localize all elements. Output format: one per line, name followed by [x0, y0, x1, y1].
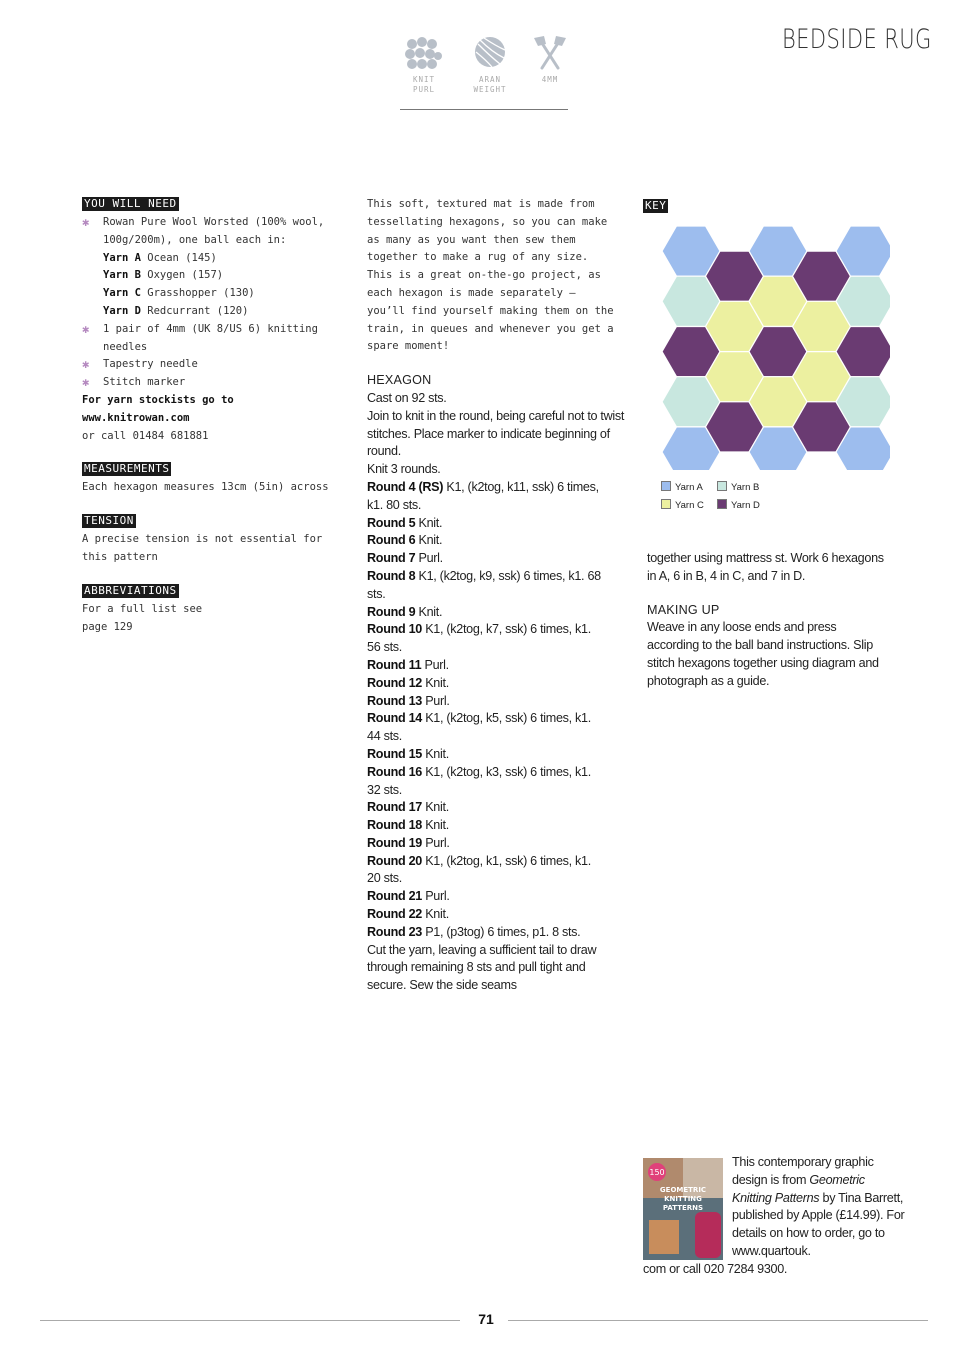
- difficulty-icons: [400, 34, 568, 110]
- abbreviations-heading: ABBREVIATIONS: [84, 583, 177, 597]
- list-item: ✱ Stitch marker: [82, 374, 342, 392]
- round-line: Round 4 (RS) K1, (k2tog, k11, ssk) 6 times, k1. 80 sts.: [367, 479, 599, 512]
- knitting-needles-icon: [530, 34, 570, 72]
- hexagon-heading: HEXAGON: [367, 373, 432, 388]
- needles-label: 4MM: [541, 75, 559, 84]
- flower-bullet-icon: ✱: [82, 357, 90, 372]
- book-title: Geometric Knitting Patterns: [732, 1172, 865, 1205]
- book-cover-illustration: [643, 1158, 723, 1260]
- list-item: ✱ 1 pair of 4mm (UK 8/US 6) knitting needles: [82, 321, 318, 353]
- round-line: Round 15 Knit.: [367, 746, 449, 761]
- you-will-need-section: [82, 196, 342, 445]
- knit-purl-item: [400, 34, 448, 95]
- round-line: Round 13 Purl.: [367, 693, 450, 708]
- round-line: Round 8 K1, (k2tog, k9, ssk) 6 times, k1. 68 sts.: [367, 568, 601, 601]
- stockists-text: For yarn stockists go to www.knitrowan.com: [82, 393, 234, 424]
- round-line: Round 23 P1, (p3tog) 6 times, p1. 8 sts.: [367, 924, 581, 939]
- yarn-ball-icon: [470, 34, 510, 72]
- legend-swatch-d: [717, 499, 727, 509]
- page-number: 71: [478, 1311, 494, 1327]
- tension-section: [82, 513, 342, 567]
- cover-title-2: KNITTING: [664, 1195, 702, 1203]
- intro-text: This soft, textured mat is made from tessellating hexagons, so you can make as many as you want then sew them together to make a rug of any size. This is a great on-the-go project, as each hexagon is made separately – you’ll find yourself making them on the train, in queues and whenever you get a spare moment!: [367, 198, 614, 353]
- legend-yarn-d: Yarn D: [717, 499, 760, 511]
- footer-rule-right: [508, 1320, 928, 1321]
- tension-heading: TENSION: [84, 514, 134, 528]
- knit-purl-icon: [404, 34, 444, 72]
- legend-swatch-a: [661, 481, 671, 491]
- cover-title-3: PATTERNS: [662, 1204, 704, 1212]
- key-column: [643, 196, 895, 216]
- stockists-phone: or call 01484 681881: [82, 429, 209, 442]
- finish-continued-text: together using mattress st. Work 6 hexagons in A, 6 in B, 4 in C, and 7 in D.: [647, 551, 884, 583]
- aran-weight-item: [466, 34, 514, 95]
- round-line: Round 9 Knit.: [367, 604, 443, 619]
- knit-purl-label: KNIT PURL: [412, 75, 436, 94]
- yarn-b-line: Yarn B Oxygen (157): [103, 269, 224, 282]
- list-item: ✱ Rowan Pure Wool Worsted (100% wool, 100g/200m), one ball each in:: [82, 215, 325, 246]
- round-line: Round 22 Knit.: [367, 907, 449, 922]
- page-title: BEDSIDE RUG: [782, 24, 932, 55]
- tension-text: A precise tension is not essential for this pattern: [82, 533, 323, 563]
- aran-weight-label: ARAN WEIGHT: [473, 75, 507, 94]
- materials-list: [82, 214, 342, 250]
- promo-text: This contemporary graphic design is from Geometric Knitting Patterns by Tina Barrett, published by Apple (£14.99). For details on how to order, go to www.quartouk. com or call 020 7284 9300.: [643, 1155, 905, 1276]
- yarn-c-line: Yarn C Grasshopper (130): [103, 287, 255, 300]
- abbreviations-section: [82, 583, 342, 637]
- round-line: Round 5 Knit.: [367, 515, 443, 530]
- yarn-d-line: Yarn D Redcurrant (120): [103, 304, 249, 317]
- measurements-heading: MEASUREMENTS: [84, 462, 170, 476]
- round-line: Round 11 Purl.: [367, 657, 449, 672]
- legend-yarn-a: Yarn A: [661, 481, 703, 493]
- legend-yarn-b: Yarn B: [717, 481, 759, 493]
- round-line: Round 16 K1, (k2tog, k3, ssk) 6 times, k1. 32 sts.: [367, 764, 591, 797]
- round-line: Round 10 K1, (k2tog, k7, ssk) 6 times, k1. 56 sts.: [367, 622, 591, 655]
- book-promo: [643, 1154, 905, 1279]
- flower-bullet-icon: ✱: [82, 215, 90, 229]
- list-item: ✱ Tapestry needle: [82, 356, 342, 374]
- making-up-column: [647, 550, 897, 691]
- round-line: Round 21 Purl.: [367, 889, 450, 904]
- round-line: Round 18 Knit.: [367, 818, 449, 833]
- making-up-text: Weave in any loose ends and press according to the ball band instructions. Slip stitch hexagons together using diagram and photograph as a guide.: [647, 620, 879, 688]
- footer-rule-left: [40, 1320, 460, 1321]
- abbreviations-text: For a full list see page 129: [82, 602, 203, 633]
- flower-bullet-icon: ✱: [82, 375, 90, 390]
- round-line: Round 6 Knit.: [367, 533, 443, 548]
- round-line: Round 12 Knit.: [367, 675, 449, 690]
- yarn-a-line: Yarn A Ocean (145): [103, 251, 217, 264]
- flower-bullet-icon: ✱: [82, 321, 90, 336]
- legend-yarn-c: Yarn C: [661, 499, 704, 511]
- hexagon-instructions: Cast on 92 sts. Join to knit in the round, being careful not to twist stitches. Place marker to indicate beginning of round. Knit 3 rounds. Round 4 (RS) K1, (k2tog, k11, ssk) 6 times, k1. 80 sts. Round 5 Knit. Round 6 Knit. Round 7 Purl. Round 8 K1, (k2tog, k9, ssk) 6 times, k1. 68 sts. Round 9 Knit. Round 10 K1, (k2tog, k7, ssk) 6 times, k1. 56 sts. Round 11 Purl. Round 12 Knit. Round 13 Purl. Round 14 K1, (k2tog, k5, ssk) 6 times, k1. 44 sts. Round 15 Knit. Round 16 K1, (k2tog, k3, ssk) 6 times, k1. 32 sts. Round 17 Knit. Round 18 Knit. Round 19 Purl. Round 20 K1, (k2tog, k1, ssk) 6 times, k1. 20 sts. Round 21 Purl. Round 22 Knit. Round 23 P1, (p3tog) 6 times, p1. 8 sts. Cut the yarn, leaving a sufficient tail to draw through remaining 8 sts and pull tight and secure. Sew the side seams: [367, 390, 629, 995]
- hexagon-layout-diagram: [658, 222, 890, 470]
- pattern-column: [367, 196, 629, 995]
- book-cover-image: [643, 1158, 723, 1260]
- measurements-text: Each hexagon measures 13cm (5in) across: [82, 481, 329, 494]
- cover-title-1: GEOMETRIC: [659, 1186, 707, 1194]
- making-up-heading: MAKING UP: [647, 602, 720, 617]
- round-line: Round 19 Purl.: [367, 835, 450, 850]
- you-will-need-heading: YOU WILL NEED: [84, 197, 177, 210]
- materials-column: [82, 196, 342, 652]
- needles-item: [526, 34, 574, 85]
- legend-swatch-b: [717, 481, 727, 491]
- round-line: Round 20 K1, (k2tog, k1, ssk) 6 times, k1. 20 sts.: [367, 853, 591, 886]
- round-line: Round 14 K1, (k2tog, k5, ssk) 6 times, k1. 44 sts.: [367, 711, 591, 744]
- cover-badge: 150: [649, 1168, 665, 1177]
- rounds-list: [367, 479, 629, 942]
- measurements-section: [82, 461, 342, 497]
- key-heading: KEY: [645, 199, 667, 212]
- finish-text: Cut the yarn, leaving a sufficient tail to draw through remaining 8 sts and pull tight and secure. Sew the side seams: [367, 942, 597, 993]
- round-line: Round 17 Knit.: [367, 800, 449, 815]
- round-line: Round 7 Purl.: [367, 551, 443, 566]
- legend-swatch-c: [661, 499, 671, 509]
